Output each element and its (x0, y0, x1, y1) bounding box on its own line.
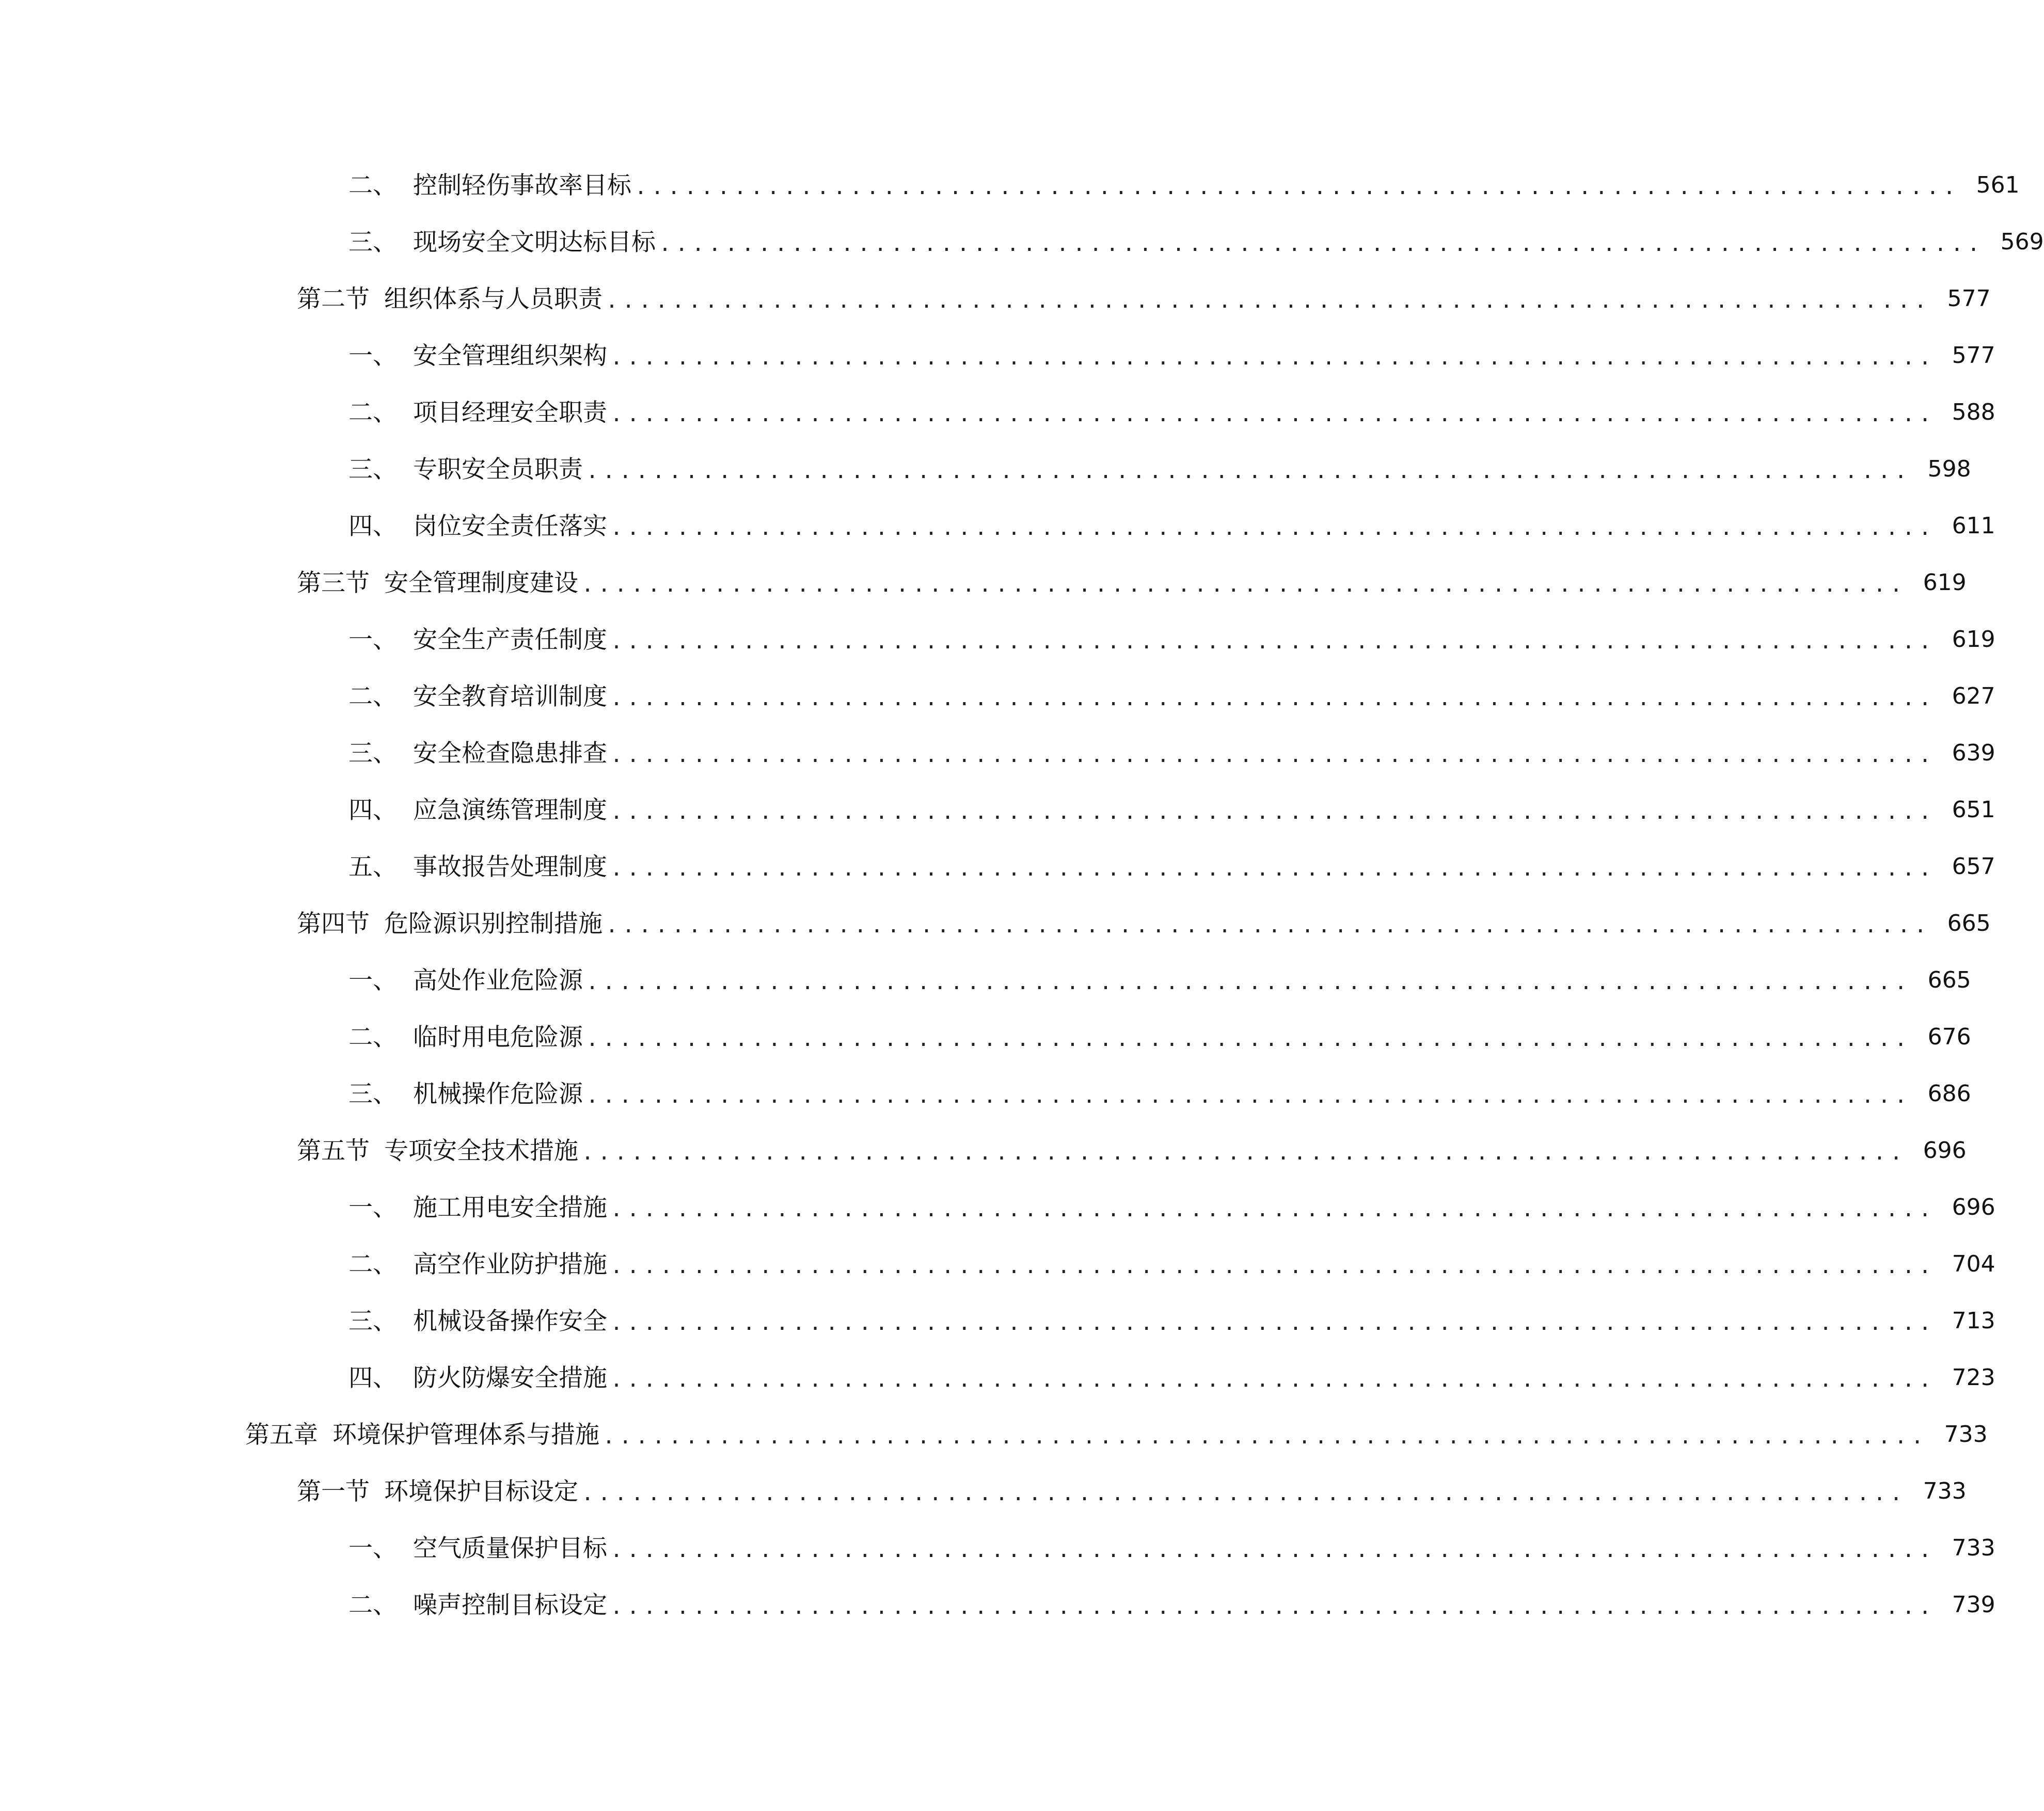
toc-entry-label (245, 1420, 599, 1449)
toc-leader-dots: ................................................................................ (610, 403, 1936, 426)
toc-page-number: 739 (1952, 1592, 1995, 1618)
toc-page-number: 651 (1952, 797, 1995, 823)
toc-entry[interactable] (0, 554, 1967, 611)
toc-entry-title: 临时用电危险源 (413, 1023, 583, 1052)
toc-page-number: 733 (1944, 1421, 1988, 1448)
toc-entry-number: 四、 (348, 1363, 397, 1392)
toc-entry-label (348, 341, 607, 370)
toc-entry-title: 环境保护目标设定 (384, 1477, 578, 1506)
toc-page-number: 696 (1952, 1194, 1995, 1220)
toc-entry-label (348, 1307, 607, 1336)
toc-entry-label (348, 741, 607, 766)
toc-entry-title: 安全检查隐患排查 (413, 739, 607, 768)
toc-entry[interactable] (0, 1179, 1995, 1236)
toc-entry-label (348, 457, 583, 482)
toc-leader-dots: ................................................................................ (606, 914, 1931, 938)
toc-entry-title: 空气质量保护目标 (413, 1534, 607, 1563)
toc-entry-label (348, 1363, 607, 1392)
toc-leader-dots: ................................................................................ (610, 743, 1936, 767)
toc-entry-number: 三、 (348, 455, 397, 484)
toc-entry[interactable] (0, 1009, 1971, 1066)
toc-entry-title: 安全管理组织架构 (413, 341, 607, 370)
toc-entry-number: 二、 (348, 1023, 397, 1052)
toc-entry[interactable] (0, 1520, 1995, 1577)
toc-entry[interactable] (0, 384, 1995, 441)
toc-leader-dots: ................................................................................ (659, 232, 1984, 256)
toc-entry-title: 应急演练管理制度 (413, 796, 607, 824)
toc-entry-label (348, 230, 656, 255)
toc-entry-label (348, 682, 607, 711)
toc-page-number: 577 (1947, 285, 1991, 312)
toc-entry[interactable] (0, 895, 1991, 952)
toc-leader-dots: ................................................................................ (581, 573, 1907, 597)
toc-entry-label (297, 1136, 578, 1165)
toc-entry-number: 一、 (348, 625, 397, 654)
toc-leader-dots: ................................................................................ (610, 1311, 1936, 1335)
toc-entry-label (348, 173, 631, 198)
toc-entry-number: 五、 (348, 852, 397, 881)
toc-entry[interactable] (0, 1236, 1995, 1293)
toc-entry-number: 一、 (348, 341, 397, 370)
toc-entry-title: 环境保护管理体系与措施 (332, 1420, 599, 1449)
toc-entry-number: 三、 (348, 1307, 397, 1336)
toc-entry-title: 安全管理制度建设 (384, 568, 578, 597)
toc-leader-dots: ................................................................................ (610, 1198, 1936, 1221)
toc-entry-number: 二、 (348, 171, 397, 200)
toc-entry-title: 专职安全员职责 (413, 455, 583, 484)
toc-page-number: 733 (1952, 1535, 1995, 1561)
toc-leader-dots: ................................................................................ (635, 176, 1960, 199)
toc-entry[interactable] (0, 498, 1995, 554)
toc-entry-label (348, 1193, 607, 1222)
toc-entry-number: 一、 (348, 1534, 397, 1563)
toc-page-number: 733 (1923, 1478, 1967, 1504)
toc-leader-dots: ................................................................................ (586, 1084, 1911, 1108)
toc-leader-dots: ................................................................................ (610, 1254, 1936, 1278)
toc-entry[interactable] (0, 157, 2020, 214)
toc-entry-title: 组织体系与人员职责 (384, 284, 603, 313)
toc-entry-title: 施工用电安全措施 (413, 1193, 607, 1222)
toc-entry-number: 二、 (348, 1591, 397, 1619)
toc-entry-number: 第四节 (297, 909, 370, 938)
toc-entry-number: 一、 (348, 1193, 397, 1222)
toc-page-number: 598 (1927, 456, 1971, 482)
toc-page-number: 627 (1952, 683, 1995, 709)
toc-page-number: 619 (1923, 569, 1967, 596)
toc-entry-title: 事故报告处理制度 (413, 852, 607, 881)
toc-entry[interactable] (0, 668, 1995, 725)
toc-entry[interactable] (0, 1577, 1995, 1633)
toc-entry-title: 控制轻伤事故率目标 (413, 171, 631, 200)
toc-leader-dots: ................................................................................ (606, 289, 1931, 313)
toc-entry-number: 四、 (348, 796, 397, 824)
toc-page-number: 665 (1947, 910, 1991, 936)
toc-entry-label (348, 625, 607, 654)
toc-entry[interactable] (0, 1066, 1971, 1122)
toc-entry[interactable] (0, 214, 2044, 271)
toc-entry-label (348, 798, 607, 822)
toc-page-number: 665 (1927, 967, 1971, 993)
toc-entry-number: 四、 (348, 512, 397, 541)
toc-entry-number: 三、 (348, 228, 397, 257)
toc-page-number: 588 (1952, 399, 1995, 425)
toc-page-number: 723 (1952, 1364, 1995, 1391)
toc-entry-number: 二、 (348, 398, 397, 427)
toc-entry[interactable] (0, 441, 1971, 498)
toc-entry-label (348, 852, 607, 881)
toc-entry-title: 高空作业防护措施 (413, 1250, 607, 1279)
toc-leader-dots: ................................................................................ (610, 1595, 1936, 1619)
toc-entry-label (348, 398, 607, 427)
toc-page-number: 577 (1952, 342, 1995, 369)
toc-entry-label (348, 1536, 607, 1561)
toc-page-number: 657 (1952, 853, 1995, 880)
toc-entry[interactable] (0, 1349, 1995, 1406)
toc-entry[interactable] (0, 1463, 1967, 1520)
toc-page-number: 569 (2000, 229, 2044, 255)
toc-leader-dots: ................................................................................ (610, 687, 1936, 710)
toc-entry-label (297, 1477, 578, 1506)
toc-leader-dots: ................................................................................ (586, 1027, 1911, 1051)
toc-entry-label (297, 284, 603, 313)
toc-leader-dots: ................................................................................ (586, 459, 1911, 483)
toc-leader-dots: ................................................................................ (610, 1538, 1936, 1562)
toc-entry-label (348, 1252, 607, 1277)
toc-entry[interactable] (0, 782, 1995, 838)
toc-entry-number: 第三节 (297, 568, 370, 597)
toc-entry-title: 噪声控制目标设定 (413, 1591, 607, 1619)
toc-page-number: 704 (1952, 1251, 1995, 1277)
toc-page-number: 686 (1927, 1081, 1971, 1107)
toc-entry-title: 危险源识别控制措施 (384, 909, 603, 938)
toc-entry-number: 二、 (348, 682, 397, 711)
toc-entry-title: 岗位安全责任落实 (413, 512, 607, 541)
toc-entry-number: 一、 (348, 966, 397, 995)
toc-entry-label (297, 568, 578, 597)
toc-leader-dots: ................................................................................ (603, 1425, 1928, 1449)
toc-entry-title: 安全生产责任制度 (413, 625, 607, 654)
toc-entry-number: 第一节 (297, 1477, 370, 1506)
toc-entry[interactable] (0, 1122, 1967, 1179)
toc-entry-label (348, 1079, 583, 1108)
toc-page-number: 619 (1952, 626, 1995, 653)
toc-entry[interactable] (0, 271, 1991, 327)
toc-leader-dots: ................................................................................ (610, 516, 1936, 540)
toc-page-number: 696 (1923, 1137, 1967, 1164)
table-of-contents (0, 157, 2044, 1633)
toc-entry[interactable] (0, 838, 1995, 895)
toc-leader-dots: ................................................................................ (610, 1368, 1936, 1392)
toc-leader-dots: ................................................................................ (610, 857, 1936, 881)
toc-entry-title: 项目经理安全职责 (413, 398, 607, 427)
toc-entry-label (348, 968, 583, 993)
toc-entry-title: 机械操作危险源 (413, 1079, 583, 1108)
toc-entry-number: 第二节 (297, 284, 370, 313)
toc-entry[interactable] (0, 1293, 1995, 1349)
toc-page-number: 676 (1927, 1024, 1971, 1050)
toc-page-number: 561 (1976, 172, 2020, 198)
toc-entry[interactable] (0, 725, 1995, 782)
toc-entry-title: 现场安全文明达标目标 (413, 228, 656, 257)
toc-entry-number: 二、 (348, 1250, 397, 1279)
toc-leader-dots: ................................................................................ (610, 800, 1936, 824)
toc-leader-dots: ................................................................................ (581, 1141, 1907, 1165)
toc-entry[interactable] (0, 952, 1971, 1009)
toc-leader-dots: ................................................................................ (586, 971, 1911, 994)
toc-entry[interactable] (0, 327, 1995, 384)
toc-page-number: 611 (1952, 513, 1995, 539)
toc-page-number: 639 (1952, 740, 1995, 766)
toc-entry-title: 高处作业危险源 (413, 966, 583, 995)
toc-entry-title: 专项安全技术措施 (384, 1136, 578, 1165)
toc-entry-number: 三、 (348, 1079, 397, 1108)
toc-entry-label (297, 909, 603, 938)
toc-entry-title: 机械设备操作安全 (413, 1307, 607, 1336)
toc-entry-number: 三、 (348, 739, 397, 768)
toc-entry-title: 安全教育培训制度 (413, 682, 607, 711)
toc-entry-label (348, 512, 607, 541)
toc-entry-number: 第五节 (297, 1136, 370, 1165)
toc-leader-dots: ................................................................................ (610, 346, 1936, 370)
toc-entry[interactable] (0, 611, 1995, 668)
toc-entry-label (348, 1593, 607, 1617)
toc-entry-label (348, 1025, 583, 1050)
toc-entry-number: 第五章 (245, 1420, 318, 1449)
toc-leader-dots: ................................................................................ (581, 1482, 1907, 1505)
toc-leader-dots: ................................................................................ (610, 630, 1936, 654)
toc-entry[interactable] (0, 1406, 1988, 1463)
toc-entry-title: 防火防爆安全措施 (413, 1363, 607, 1392)
toc-page-number: 713 (1952, 1308, 1995, 1334)
